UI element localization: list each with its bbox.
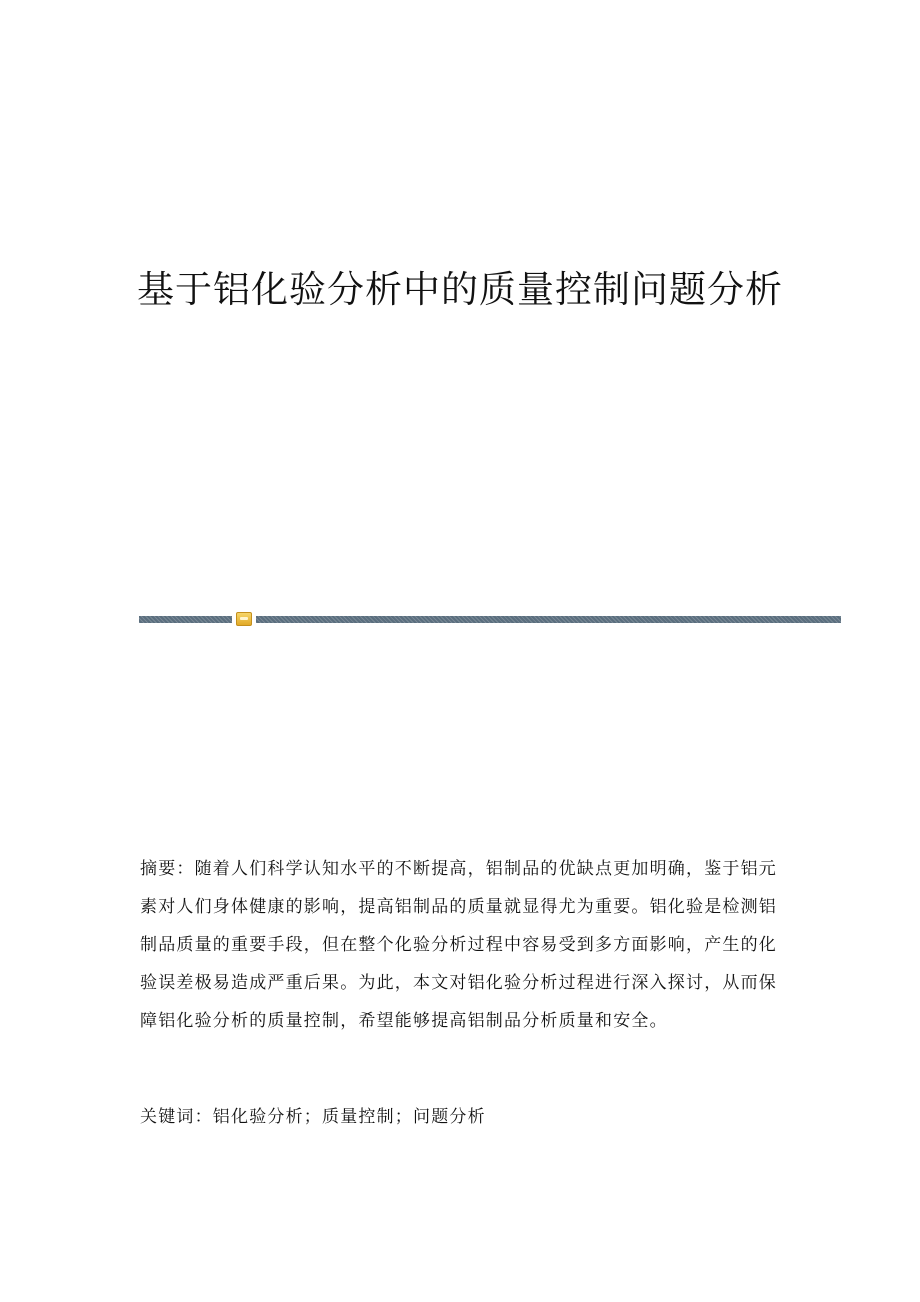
keywords-line: 关键词：铝化验分析；质量控制；问题分析 xyxy=(140,1107,486,1127)
abstract-paragraph: 摘要：随着人们科学认知水平的不断提高，铝制品的优缺点更加明确，鉴于铝元素对人们身体健康的影响，提高铝制品的质量就显得尤为重要。铝化验是检测铝制品质量的重要手段，但在整个化验分析过程中容易受到多方面影响，产生的化验误差极易造成严重后果。为此，本文对铝化验分析过程进行深入探讨，从而保障铝化验分析的质量控制，希望能够提高铝制品分析质量和安全。 xyxy=(140,859,777,1031)
section-divider xyxy=(139,612,841,626)
ornament-icon xyxy=(236,612,252,626)
document-title: 基于铝化验分析中的质量控制问题分析 xyxy=(137,268,783,311)
divider-bar-left xyxy=(139,616,232,623)
divider-bar-right xyxy=(256,616,841,623)
